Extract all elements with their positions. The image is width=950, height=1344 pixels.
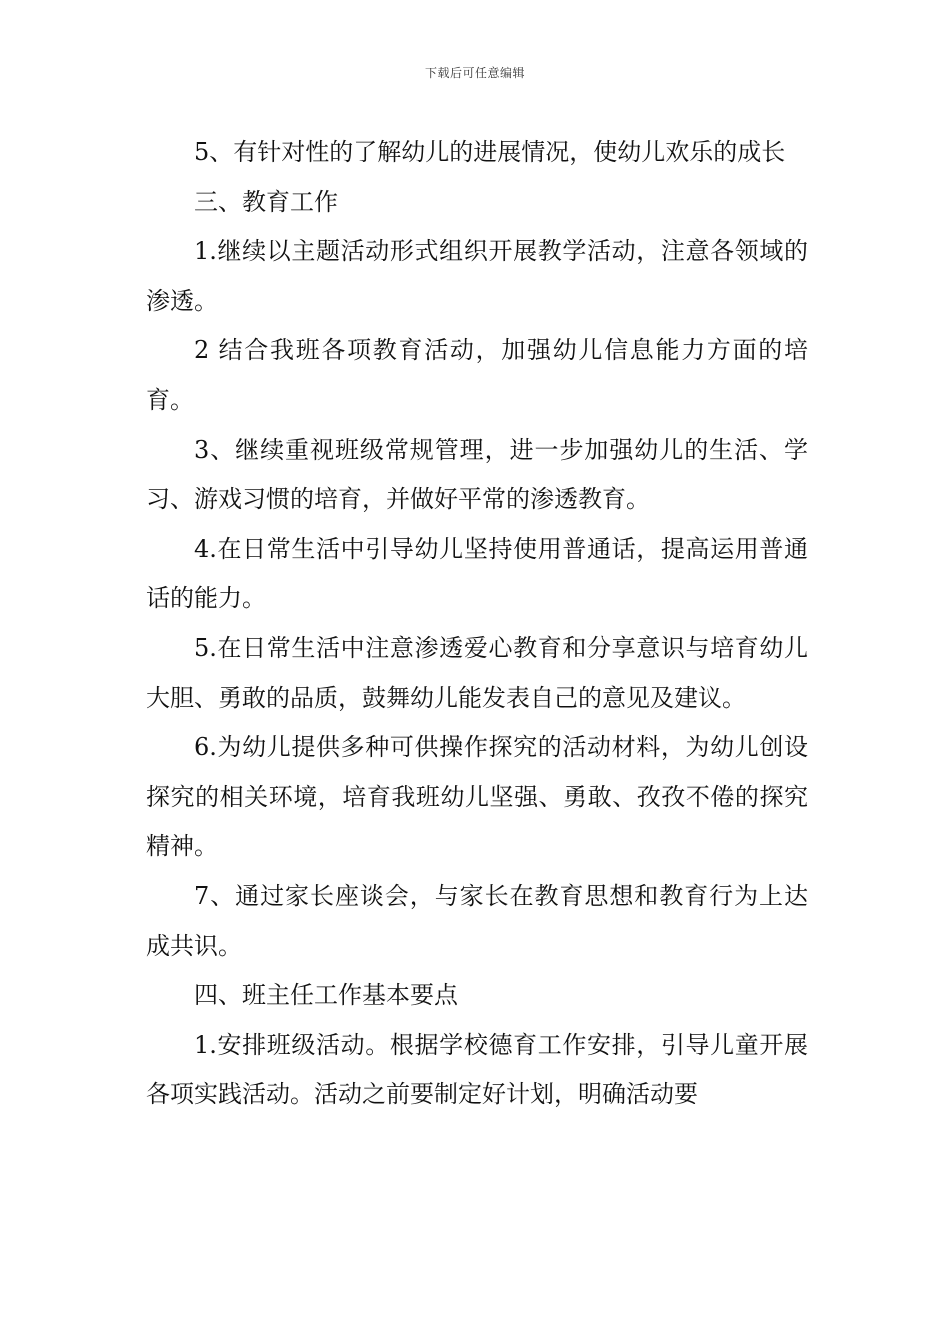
- paragraph-education-3: 3、继续重视班级常规管理，进一步加强幼儿的生活、学习、游戏习惯的培育，并做好平常的渗透教育。: [146, 435, 808, 514]
- paragraph-class-teacher-1: 1.安排班级活动。根据学校德育工作安排，引导儿童开展各项实践活动。活动之前要制定好计划，明确活动要: [146, 1030, 808, 1109]
- paragraph-education-1: 1.继续以主题活动形式组织开展教学活动，注意各领域的渗透。: [146, 237, 808, 315]
- section-heading-class-teacher: 四、班主任工作基本要点: [194, 981, 458, 1010]
- paragraph-education-2: 2 结合我班各项教育活动，加强幼儿信息能力方面的培育。: [146, 336, 808, 414]
- paragraph-education-5: 5.在日常生活中注意渗透爱心教育和分享意识与培育幼儿大胆、勇敢的品质，鼓舞幼儿能发表自己的意见及建议。: [146, 633, 808, 712]
- paragraph-education-6: 6.为幼儿提供多种可供操作探究的活动材料，为幼儿创设探究的相关环境，培育我班幼儿坚强、勇敢、孜孜不倦的探究精神。: [146, 733, 808, 861]
- paragraph-education-4: 4.在日常生活中引导幼儿坚持使用普通话，提高运用普通话的能力。: [146, 534, 808, 613]
- paragraph-growth-goal: 5、有针对性的了解幼儿的进展情况，使幼儿欢乐的成长: [194, 138, 786, 166]
- paragraph-education-7: 7、通过家长座谈会，与家长在教育思想和教育行为上达成共识。: [146, 881, 808, 960]
- section-heading-education-work: 三、教育工作: [194, 187, 338, 216]
- document-body: [146, 128, 808, 1120]
- page-header: 下载后可任意编辑: [424, 66, 525, 80]
